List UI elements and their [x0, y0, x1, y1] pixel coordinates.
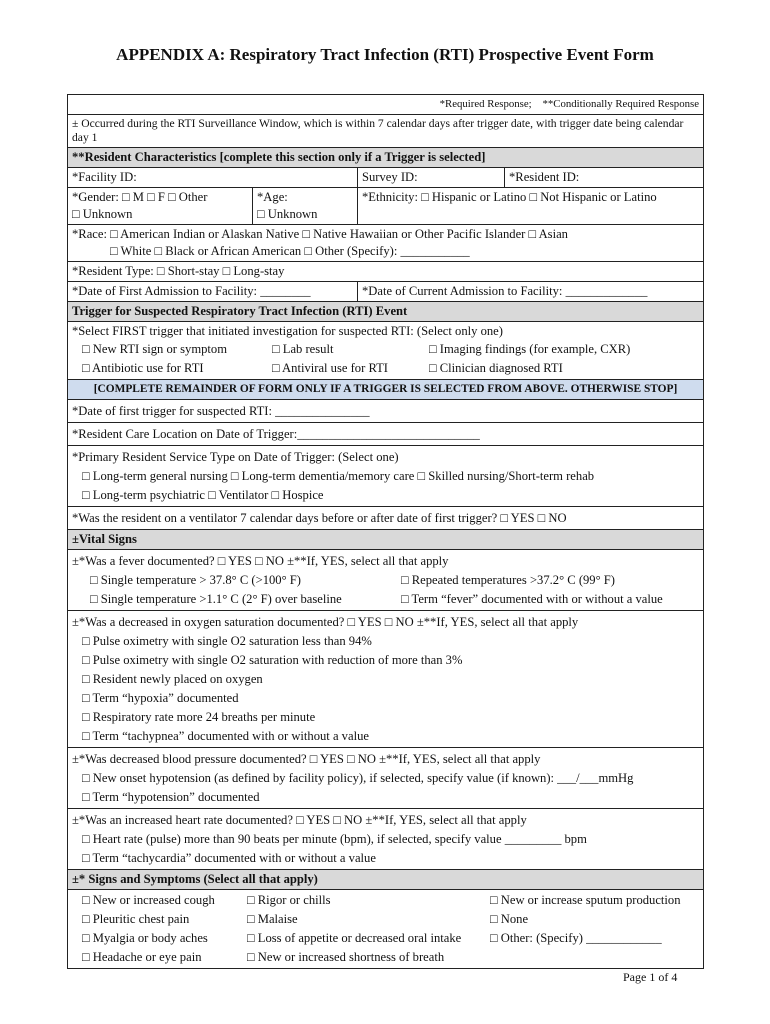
- sign-option[interactable]: □ Pleuritic chest pain: [82, 912, 190, 926]
- race-line-1: *Race: □ American Indian or Alaskan Native □ Native Hawaiian or Other Pacific Islander □ Asian: [72, 227, 568, 241]
- sign-option[interactable]: □ Headache or eye pain: [82, 950, 202, 964]
- sign-option[interactable]: □ New or increased cough: [82, 893, 215, 907]
- service-type-section: [68, 446, 703, 507]
- fever-line-1: [72, 571, 699, 590]
- trigger-line-2: [72, 359, 699, 378]
- bp-section: [68, 748, 703, 809]
- service-type-question: *Primary Resident Service Type on Date of Trigger: (Select one): [72, 450, 399, 464]
- fever-option[interactable]: □ Single temperature >1.1° C (2° F) over baseline: [90, 592, 342, 606]
- signs-line: [72, 910, 699, 929]
- trigger-option[interactable]: □ Antibiotic use for RTI: [82, 361, 204, 375]
- sign-option[interactable]: □ Other: (Specify) ____________: [490, 931, 662, 945]
- age-field[interactable]: *Age: □ Unknown: [253, 188, 358, 224]
- hr-option[interactable]: □ Heart rate (pulse) more than 90 beats per minute (bpm), if selected, specify value _________ bpm: [82, 832, 587, 846]
- signs-line: [72, 891, 699, 910]
- survey-id-field[interactable]: Survey ID:: [358, 168, 505, 187]
- oxygen-option[interactable]: □ Pulse oximetry with single O2 saturation with reduction of more than 3%: [82, 653, 463, 667]
- vital-signs-header: ±Vital Signs: [68, 530, 703, 550]
- page-number: Page 1 of 4: [623, 970, 678, 984]
- sign-option[interactable]: □ None: [490, 912, 529, 926]
- trigger-option[interactable]: □ Lab result: [272, 342, 334, 356]
- race-line-2: □ White □ Black or African American □ Other (Specify): ___________: [110, 244, 470, 258]
- id-row: [68, 168, 703, 188]
- date-first-trigger-field[interactable]: *Date of first trigger for suspected RTI: _______________: [68, 400, 703, 423]
- trigger-line-1: [72, 340, 699, 359]
- window-note: ± Occurred during the RTI Surveillance Window, which is within 7 calendar days after trigger date, with trigger date being calendar day 1: [68, 115, 703, 148]
- trigger-section: [68, 322, 703, 380]
- sign-option[interactable]: □ New or increase sputum production: [490, 893, 681, 907]
- oxygen-option[interactable]: □ Resident newly placed on oxygen: [82, 672, 263, 686]
- sign-option[interactable]: □ Rigor or chills: [247, 893, 331, 907]
- current-admission-field[interactable]: *Date of Current Admission to Facility: _____________: [362, 284, 648, 298]
- ventilator-question[interactable]: *Was the resident on a ventilator 7 calendar days before or after date of first trigger? □ YES □ NO: [68, 507, 703, 530]
- fever-question[interactable]: ±*Was a fever documented? □ YES □ NO ±**If, YES, select all that apply: [72, 554, 449, 568]
- oxygen-option[interactable]: □ Term “hypoxia” documented: [82, 691, 239, 705]
- fever-option[interactable]: □ Repeated temperatures >37.2° C (99° F): [401, 573, 615, 587]
- sign-option[interactable]: □ Malaise: [247, 912, 298, 926]
- bp-option[interactable]: □ Term “hypotension” documented: [82, 790, 260, 804]
- page-title: APPENDIX A: Respiratory Tract Infection (RTI) Prospective Event Form: [116, 45, 654, 64]
- race-row[interactable]: [68, 225, 703, 262]
- bp-option[interactable]: □ New onset hypotension (as defined by facility policy), if selected, specify value (if known): ___/___mmHg: [82, 771, 634, 785]
- legend-conditional: **Conditionally Required Response: [542, 98, 699, 110]
- oxygen-question[interactable]: ±*Was a decreased in oxygen saturation documented? □ YES □ NO ±**If, YES, select all that apply: [72, 615, 579, 629]
- legend-required: *Required Response;: [439, 98, 532, 110]
- rti-form: [67, 94, 704, 969]
- sign-option[interactable]: □ Myalgia or body aches: [82, 931, 208, 945]
- trigger-option[interactable]: □ Imaging findings (for example, CXR): [429, 342, 631, 356]
- signs-line: [72, 948, 699, 967]
- fever-option[interactable]: □ Single temperature > 37.8° C (>100° F): [90, 573, 301, 587]
- trigger-header: Trigger for Suspected Respiratory Tract Infection (RTI) Event: [68, 302, 703, 322]
- ethnicity-field[interactable]: *Ethnicity: □ Hispanic or Latino □ Not Hispanic or Latino: [362, 190, 657, 204]
- trigger-option[interactable]: □ Clinician diagnosed RTI: [429, 361, 563, 375]
- signs-line: [72, 929, 699, 948]
- bp-question[interactable]: ±*Was decreased blood pressure documented? □ YES □ NO ±**If, YES, select all that apply: [72, 752, 541, 766]
- demographics-row: [68, 188, 703, 225]
- complete-note: [COMPLETE REMAINDER OF FORM ONLY IF A TRIGGER IS SELECTED FROM ABOVE. OTHERWISE STOP]: [68, 380, 703, 400]
- admission-row: [68, 282, 703, 302]
- first-admission-field[interactable]: *Date of First Admission to Facility: ________: [68, 282, 358, 301]
- hr-option[interactable]: □ Term “tachycardia” documented with or without a value: [82, 851, 376, 865]
- signs-header: ±* Signs and Symptoms (Select all that apply): [68, 870, 703, 890]
- oxygen-option[interactable]: □ Term “tachypnea” documented with or without a value: [82, 729, 369, 743]
- fever-line-2: [72, 590, 699, 609]
- service-type-options-2[interactable]: □ Long-term psychiatric □ Ventilator □ Hospice: [82, 488, 324, 502]
- gender-field[interactable]: *Gender: □ M □ F □ Other □ Unknown: [68, 188, 253, 224]
- trigger-question: *Select FIRST trigger that initiated investigation for suspected RTI: (Select only one): [72, 324, 503, 338]
- resident-header: **Resident Characteristics [complete this section only if a Trigger is selected]: [68, 148, 703, 168]
- fever-section: [68, 550, 703, 611]
- oxygen-section: [68, 611, 703, 748]
- oxygen-option[interactable]: □ Respiratory rate more 24 breaths per minute: [82, 710, 316, 724]
- fever-option[interactable]: □ Term “fever” documented with or without a value: [401, 592, 663, 606]
- facility-id-field[interactable]: *Facility ID:: [68, 168, 358, 187]
- legend-row: [68, 95, 703, 115]
- resident-id-field[interactable]: *Resident ID:: [509, 170, 580, 184]
- hr-question[interactable]: ±*Was an increased heart rate documented? □ YES □ NO ±**If, YES, select all that apply: [72, 813, 527, 827]
- hr-section: [68, 809, 703, 870]
- care-location-field[interactable]: *Resident Care Location on Date of Trigger:_____________________________: [68, 423, 703, 446]
- trigger-option[interactable]: □ Antiviral use for RTI: [272, 361, 388, 375]
- resident-type-row[interactable]: *Resident Type: □ Short-stay □ Long-stay: [68, 262, 703, 282]
- signs-section: [68, 890, 703, 968]
- service-type-options-1[interactable]: □ Long-term general nursing □ Long-term dementia/memory care □ Skilled nursing/Short-term rehab: [82, 469, 595, 483]
- sign-option[interactable]: □ New or increased shortness of breath: [247, 950, 445, 964]
- sign-option[interactable]: □ Loss of appetite or decreased oral intake: [247, 931, 462, 945]
- trigger-option[interactable]: □ New RTI sign or symptom: [82, 342, 228, 356]
- oxygen-option[interactable]: □ Pulse oximetry with single O2 saturation less than 94%: [82, 634, 372, 648]
